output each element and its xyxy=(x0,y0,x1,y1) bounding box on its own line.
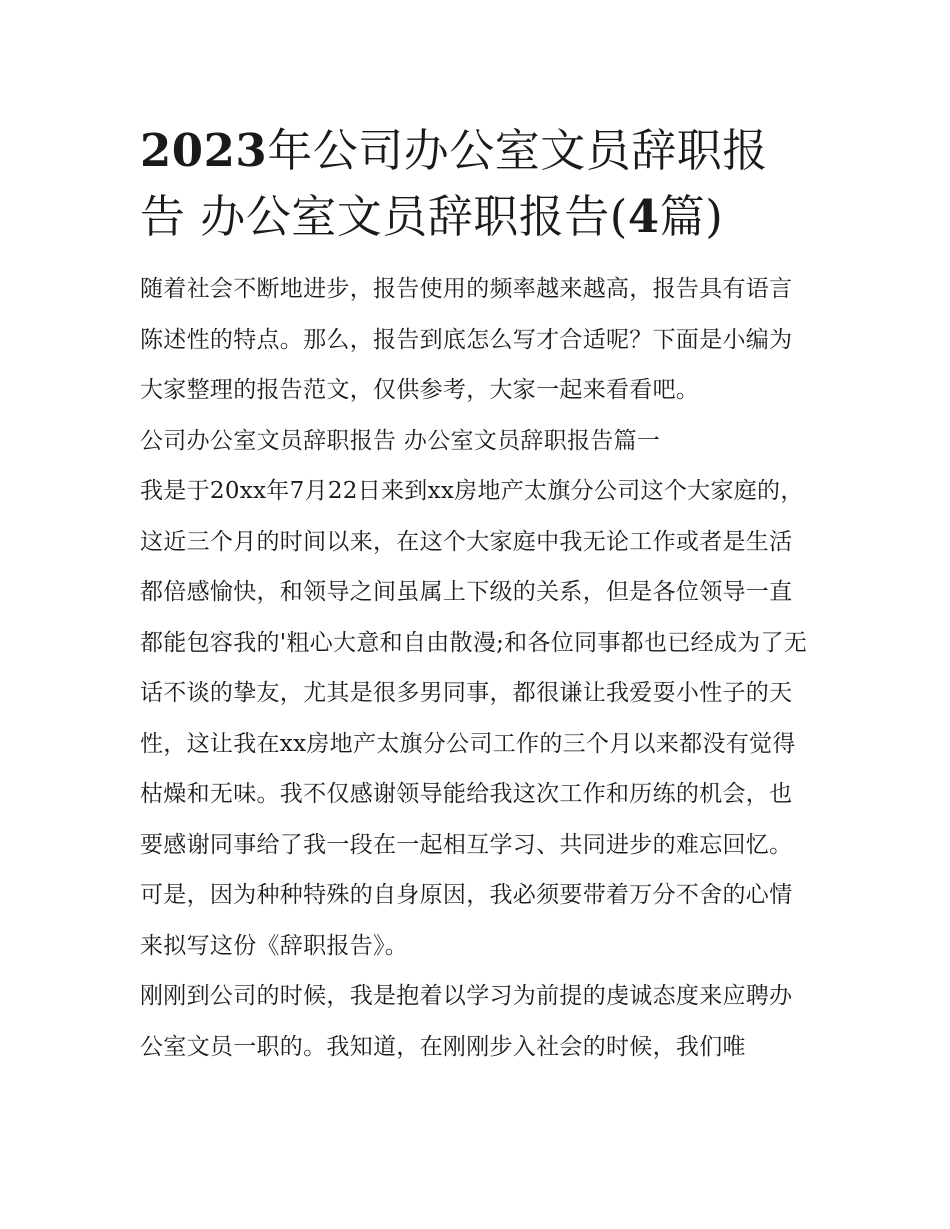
title-count: 4 xyxy=(627,190,660,243)
title-year: 2023 xyxy=(140,124,268,177)
document-body xyxy=(140,118,812,1072)
body-paragraph: 刚刚到公司的时候，我是抱着以学习为前提的虔诚态度来应聘办公室文员一职的。我知道，在刚刚步入社会的时候，我们唯 xyxy=(140,983,793,1060)
section-heading: 公司办公室文员辞职报告 办公室文员辞职报告篇一 xyxy=(140,427,661,454)
document-title xyxy=(140,118,812,250)
body-paragraph: 我是于20xx年7月22日来到xx房地产太旗分公司这个大家庭的，这近三个月的时间以来，在这个大家庭中我无论工作或者是生活都倍感愉快，和领导之间虽属上下级的关系，但是各位领导一直都能包容我的'粗心大意和自由散漫;和各位同事都也已经成为了无话不谈的挚友，尤其是很多男同事，都很谦让我爱耍小性子的天性，这让我在xx房地产太旗分公司工作的三个月以来都没有觉得枯燥和无味。我不仅感谢领导能给我这次工作和历练的机会，也要感谢同事给了我一段在一起相互学习、共同进步的难忘回忆。可是，因为种种特殊的自身原因，我必须要带着万分不舍的心情来拟写这份《辞职报告》。 xyxy=(140,478,808,959)
title-suffix: 篇) xyxy=(659,190,724,243)
intro-paragraph: 随着社会不断地进步，报告使用的频率越来越高，报告具有语言陈述性的特点。那么，报告到底怎么写才合适呢？下面是小编为大家整理的报告范文，仅供参考，大家一起来看看吧。 xyxy=(140,276,793,403)
title-text: 年公司办公室文员辞职报告 办公室文员辞职报告( xyxy=(140,124,768,243)
